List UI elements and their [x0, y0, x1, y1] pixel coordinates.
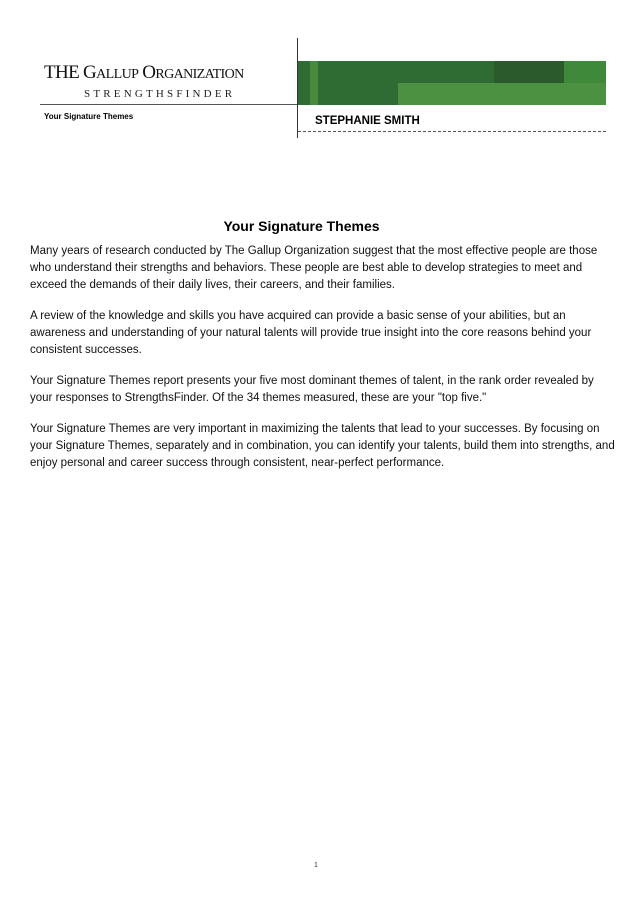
header-dashed-rule [298, 131, 606, 132]
page-number: 1 [314, 862, 318, 869]
header-banner [298, 61, 606, 105]
paragraph: Your Signature Themes report presents your five most dominant themes of talent, in the rank order revealed by your responses to StrengthsFinder. Of the 34 themes measured, these are your "top five." [30, 375, 594, 404]
section-label: Your Signature Themes [44, 112, 134, 121]
banner-block-mid [398, 83, 606, 105]
organization-logo [44, 62, 244, 84]
banner-block-light [564, 61, 606, 83]
logo-the: THE [44, 62, 80, 83]
logo-g: G [83, 62, 97, 83]
product-name: STRENGTHSFINDER [84, 88, 236, 100]
paragraph: Many years of research conducted by The Gallup Organization suggest that the most effective people are those who understand their strengths and behaviors. These people are best able to develop strategies to meet and exceed the demands of their daily lives, their careers, and their families. [30, 245, 598, 291]
logo-o: O [142, 62, 156, 83]
logo-allup: ALLUP [96, 67, 139, 82]
logo-divider [40, 104, 297, 105]
banner-block-deep [494, 61, 564, 83]
page-title: Your Signature Themes [223, 218, 380, 234]
paragraph: Your Signature Themes are very important in maximizing the talents that lead to your successes. By focusing on your Signature Themes, separately and in combination, you can identify your talents, build them into strengths, and enjoy personal and career success through consistent, near-perfect performance. [30, 423, 615, 469]
body-text [30, 243, 616, 486]
paragraph: A review of the knowledge and skills you have acquired can provide a basic sense of your abilities, but an awareness and understanding of your natural talents will provide true insight into the core reasons behind your consistent successes. [30, 310, 592, 356]
banner-block-stripe [310, 61, 318, 105]
person-name: STEPHANIE SMITH [315, 115, 420, 127]
logo-rganization: RGANIZATION [155, 67, 244, 82]
